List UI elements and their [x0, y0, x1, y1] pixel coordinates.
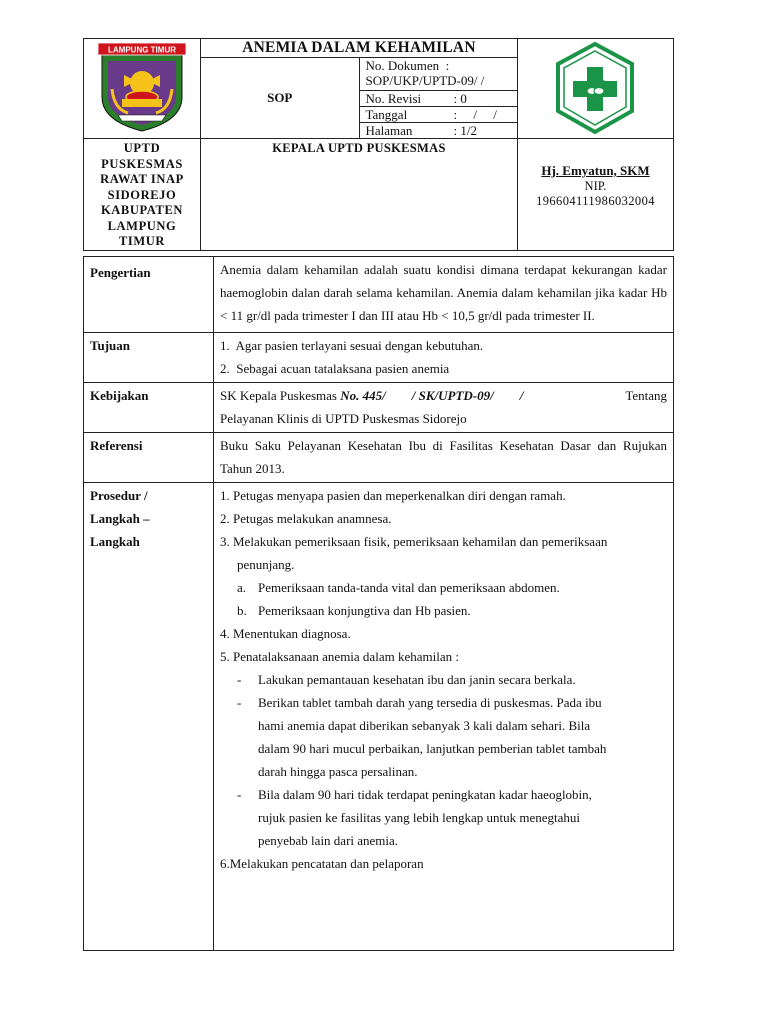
row-tujuan — [84, 333, 674, 383]
halaman-cell — [359, 123, 518, 139]
signature-block — [518, 139, 674, 251]
kebijakan-label: Kebijakan — [84, 383, 214, 433]
sub-text-line: penyebab lain dari anemia. — [258, 833, 399, 848]
signer-name: Hj. Emyatun, SKM — [541, 163, 650, 178]
health-logo-cell — [518, 39, 674, 139]
tanggal-cell — [359, 107, 518, 123]
puskesmas-logo-icon — [518, 39, 673, 149]
sub-text — [258, 668, 667, 691]
nip-label: NIP. — [584, 178, 607, 193]
kebijakan-text — [214, 383, 674, 433]
sub-marker: b. — [237, 603, 247, 618]
no-revisi-value: : 0 — [453, 91, 467, 106]
org-line: TIMUR — [118, 234, 166, 248]
sub-text-line: Bila dalam 90 hari tidak terdapat peningkatan kadar haeoglobin, — [258, 787, 592, 802]
document-title: ANEMIA DALAM KEHAMILAN — [201, 39, 518, 58]
kebijakan-tentang: Tentang — [625, 388, 667, 403]
row-kebijakan — [84, 383, 674, 433]
emblem-banner-text: LAMPUNG TIMUR — [108, 45, 176, 55]
sub-marker: - — [237, 695, 242, 710]
step-3-sub-b — [220, 599, 667, 622]
tujuan-item: 2. Sebagai acuan tatalaksana pasien anemia — [220, 361, 450, 376]
org-line: SIDOREJO — [107, 187, 177, 202]
tujuan-list — [214, 333, 674, 383]
pengertian-text: Anemia dalam kehamilan adalah suatu kondisi dimana terdapat kekurangan kadar haemoglobin dalan darah selama kehamilan. Anemia dalam kehamilan jika kadar Hb < 11 gr/dl pada trimester I dan III atau Hb < 10,5 gr/dl pada trimester II. — [214, 257, 674, 333]
kebijakan-prefix: SK Kepala Puskesmas — [220, 388, 337, 403]
step-4: 4. Menentukan diagnosa. — [220, 626, 351, 641]
org-line: UPTD — [123, 141, 161, 155]
kebijakan-line-1-left — [220, 384, 523, 407]
sub-text-line: darah hingga pasca persalinan. — [258, 764, 418, 779]
pengertian-label: Pengertian — [84, 257, 214, 333]
kebijakan-line-1 — [220, 384, 667, 407]
nip-value: 196604111986032004 — [536, 194, 655, 208]
step-6: 6.Melakukan pencatatan dan pelaporan — [220, 856, 424, 871]
sub-text-line: hami anemia dapat diberikan sebanyak 3 kali dalam sehari. Bila — [258, 718, 591, 733]
referensi-text: Buku Saku Pelayanan Kesehatan Ibu di Fasilitas Kesehatan Dasar dan Rujukan Tahun 2013. — [214, 433, 674, 483]
org-line: RAWAT INAP — [100, 172, 184, 186]
sub-marker: a. — [237, 580, 247, 595]
org-line: LAMPUNG — [107, 218, 177, 233]
org-line: KABUPATEN — [100, 203, 184, 217]
sop-label: SOP — [201, 58, 360, 139]
sub-text-line: dalam 90 hari mucul perbaikan, lanjutkan pemberian tablet tambah — [258, 741, 607, 756]
kepala-title: KEPALA UPTD PUSKESMAS — [201, 139, 518, 251]
no-dokumen-value: SOP/UKP/UPTD-09/ / — [365, 73, 485, 88]
prosedur-steps — [214, 483, 674, 951]
halaman-label: Halaman — [365, 123, 413, 138]
prosedur-label-line: Prosedur / — [90, 488, 148, 503]
prosedur-label-line: Langkah – — [90, 511, 150, 526]
step-5-sub-3 — [220, 783, 667, 852]
no-dokumen-cell — [359, 58, 518, 91]
kebijakan-line-2: Pelayanan Klinis di UPTD Puskesmas Sidorejo — [220, 411, 467, 426]
row-prosedur — [84, 483, 674, 951]
kebijakan-number: No. 445/ / SK/UPTD-09/ / — [340, 388, 524, 403]
step-3: 3. Melakukan pemeriksaan fisik, pemeriksaan kehamilan dan pemeriksaan — [220, 534, 608, 549]
tujuan-item: 1. Agar pasien terlayani sesuai dengan kebutuhan. — [220, 338, 484, 353]
regency-logo-cell — [84, 39, 201, 139]
step-3-cont: penunjang. — [237, 557, 295, 572]
step-2: 2. Petugas melakukan anamnesa. — [220, 511, 392, 526]
step-3-sub-a — [220, 576, 667, 599]
organization-name — [84, 139, 201, 251]
sub-marker: - — [237, 787, 242, 802]
tujuan-label: Tujuan — [84, 333, 214, 383]
step-5: 5. Penatalaksanaan anemia dalam kehamilan : — [220, 649, 459, 664]
sub-text: Pemeriksaan tanda-tanda vital dan pemeriksaan abdomen. — [258, 580, 560, 595]
sub-text-line: rujuk pasien ke fasilitas yang lebih lengkap untuk menegtahui — [258, 810, 581, 825]
sub-marker: - — [237, 672, 242, 687]
tanggal-label: Tanggal — [365, 107, 408, 122]
halaman-value: : 1/2 — [453, 123, 477, 138]
header-table — [83, 38, 674, 251]
step-1: 1. Petugas menyapa pasien dan meperkenalkan diri dengan ramah. — [220, 488, 566, 503]
tanggal-value: : / / — [453, 107, 497, 122]
sop-content-table — [83, 256, 674, 951]
sub-text-line: Lakukan pemantauan kesehatan ibu dan janin secara berkala. — [258, 672, 576, 687]
no-revisi-label: No. Revisi — [365, 91, 422, 106]
sub-text — [258, 783, 667, 852]
prosedur-label — [84, 483, 214, 951]
row-pengertian — [84, 257, 674, 333]
no-dokumen-label: No. Dokumen — [365, 58, 440, 73]
no-dokumen-sep: : — [445, 58, 450, 73]
sub-text — [258, 691, 667, 783]
step-5-sub-1 — [220, 668, 667, 691]
step-5-sub-2 — [220, 691, 667, 783]
sub-text-line: Berikan tablet tambah darah yang tersedia di puskesmas. Pada ibu — [258, 695, 602, 710]
no-revisi-cell — [359, 91, 518, 107]
org-line: PUSKESMAS — [101, 156, 183, 171]
lampung-timur-emblem-icon — [84, 39, 200, 135]
prosedur-label-line: Langkah — [90, 534, 140, 549]
row-referensi — [84, 433, 674, 483]
sub-text: Pemeriksaan konjungtiva dan Hb pasien. — [258, 603, 471, 618]
referensi-label: Referensi — [84, 433, 214, 483]
